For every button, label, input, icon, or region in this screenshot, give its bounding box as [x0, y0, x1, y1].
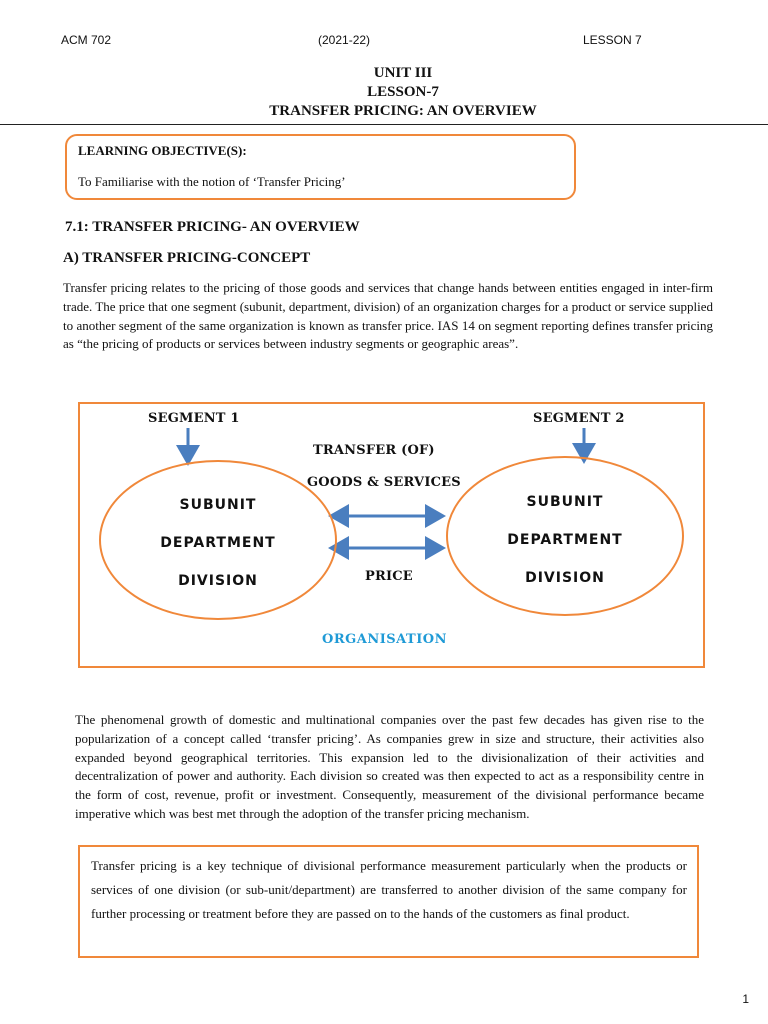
lesson-number: LESSON 7	[583, 33, 642, 47]
left-division-label: DIVISION	[178, 573, 258, 589]
course-code: ACM 702	[61, 33, 112, 47]
lesson-title: LESSON-7	[367, 84, 439, 100]
objectives-text: To Familiarise with the notion of ‘Transfer Pricing’	[78, 174, 346, 189]
transfer-pricing-diagram	[78, 402, 705, 668]
segment2-label: SEGMENT 2	[533, 411, 625, 426]
right-division-label: DIVISION	[525, 570, 605, 586]
right-department-label: DEPARTMENT	[507, 532, 623, 548]
left-subunit-label: SUBUNIT	[179, 497, 257, 513]
paragraph-concept: Transfer pricing relates to the pricing of those goods and services that change hands between entities engaged in inter-firm trade. The price that one segment (subunit, department, division) of an organization charges for a product or service supplied to another segment of the same organization is known as transfer price. IAS 14 on segment reporting defines transfer pricing as “the pricing of products or services between industry segments or geographic areas”.	[63, 280, 713, 352]
price-label: PRICE	[365, 569, 413, 584]
organisation-label: ORGANISATION	[322, 632, 448, 647]
segment1-ellipse	[99, 460, 337, 620]
key-technique-callout	[78, 845, 699, 958]
academic-year: (2021-22)	[318, 33, 371, 47]
topic-title: TRANSFER PRICING: AN OVERVIEW	[269, 103, 537, 119]
objectives-heading: LEARNING OBJECTIVE(S):	[78, 143, 247, 158]
subsection-heading: A) TRANSFER PRICING-CONCEPT	[63, 250, 311, 266]
unit-title: UNIT III	[373, 65, 433, 81]
segment2-ellipse	[446, 456, 684, 616]
title-rule	[0, 124, 768, 125]
transfer-label: TRANSFER (OF)	[313, 443, 435, 458]
left-department-label: DEPARTMENT	[160, 535, 276, 551]
right-subunit-label: SUBUNIT	[526, 494, 604, 510]
segment1-label: SEGMENT 1	[148, 411, 240, 426]
section-heading: 7.1: TRANSFER PRICING- AN OVERVIEW	[65, 219, 360, 235]
callout-text: Transfer pricing is a key technique of divisional performance measurement particularly when the products or services of one division (or sub-unit/department) are transferred to another division of the same company for further processing or treatment before they are passed on to the hands of the customers as final product.	[91, 858, 687, 921]
paragraph-growth: The phenomenal growth of domestic and multinational companies over the past few decades has given rise to the popularization of a concept called ‘transfer pricing’. As companies grew in size and structure, their activities also expanded beyond geographical territories. This expansion led to the divisionalization of their activities and decentralization of power and authority. Each division so created was then expected to act as a responsibility centre in the form of cost, revenue, profit or investment. Consequently, measurement of the divisional performance became imperative which was best met through the adoption of the transfer pricing mechanism.	[75, 712, 704, 821]
page-number: 1	[742, 992, 749, 1006]
goods-services-label: GOODS & SERVICES	[307, 475, 461, 490]
